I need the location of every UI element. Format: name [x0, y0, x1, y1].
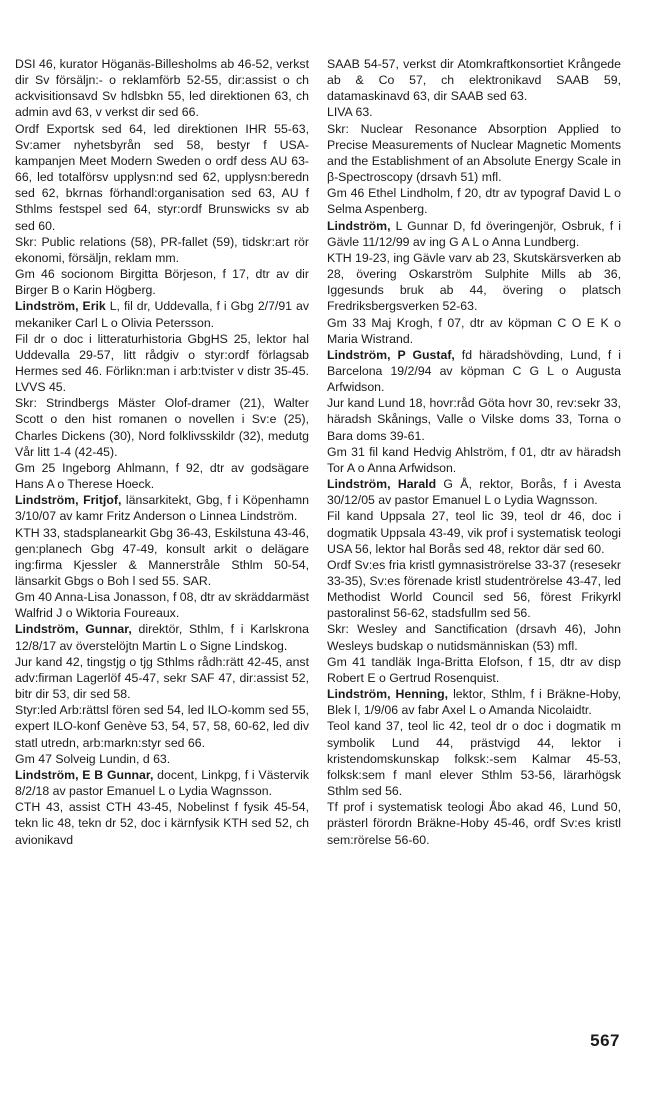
person-name: Lindström, Henning,	[327, 687, 449, 702]
right-column	[327, 56, 621, 848]
paragraph-text: CTH 43, assist CTH 43-45, Nobelinst f fysik 45-54, tekn lic 48, tekn dr 52, doc i kärnfysik KTH sed 52, ch avionikavd	[15, 800, 309, 847]
paragraph-text: Jur kand Lund 18, hovr:råd Göta hovr 30, rev:sekr 33, häradsh Skånings, Valle o Vilske doms 33, Torna o Bara doms 39-61.	[327, 396, 621, 443]
paragraph-text: Skr: Wesley and Sanctification (drsavh 46), John Wesleys budskap o nutidsmänniskan (53) mfl.	[327, 622, 621, 653]
biography-paragraph	[15, 56, 309, 121]
person-name: Lindström, Erik	[15, 299, 106, 314]
paragraph-text: fd häradshövding, Lund, f i Barcelona 19/2/94 av köpman C G L o Augusta Arfwidson.	[327, 347, 621, 395]
biography-entry-heading	[327, 218, 621, 250]
biography-entry-heading	[327, 476, 621, 508]
biography-paragraph	[15, 525, 309, 590]
paragraph-text: LIVA 63.	[327, 105, 373, 120]
biography-entry-heading	[15, 621, 309, 653]
biography-paragraph	[327, 557, 621, 622]
paragraph-text: Gm 25 Ingeborg Ahlmann, f 92, dtr av godsägare Hans A o Therese Hoeck.	[15, 460, 309, 492]
paragraph-text: Ordf Sv:es fria kristl gymnasiströrelse 33-37 (resesekr 33-35), Sv:es förenade kristl studentrörelse 43-47, led Methodist World Council sed 56, förest Frikyrkl pastoralinst 56-62, stadsfullm sed 56.	[327, 557, 621, 621]
person-name: Lindström, Gunnar,	[15, 622, 132, 637]
biography-paragraph	[15, 234, 309, 266]
biography-paragraph	[327, 56, 621, 104]
biography-paragraph	[327, 121, 621, 186]
paragraph-text: Styr:led Arb:rättsl fören sed 54, led ILO-komm sed 55, expert ILO-konf Genève 53, 54, 57, 58, 60-62, led div statl utredn, arb:markn:styr sed 66.	[15, 703, 309, 750]
paragraph-text: Skr: Nuclear Resonance Absorption Applied to Precise Measurements of Nuclear Magnetic Moments and the Establishment of an Absolute Energy Scale in β-Spectroscopy (drsavh 51) mfl.	[327, 121, 621, 185]
biography-paragraph	[15, 331, 309, 396]
paragraph-text: Gm 40 Anna-Lisa Jonasson, f 08, dtr av skräddarmäst Walfrid J o Wiktoria Foureaux.	[15, 590, 309, 621]
paragraph-text: Gm 33 Maj Krogh, f 07, dtr av köpman C O E K o Maria Wistrand.	[327, 315, 621, 346]
paragraph-text: Gm 47 Solveig Lundin, d 63.	[15, 751, 171, 766]
biography-entry-heading	[15, 492, 309, 524]
biography-paragraph	[327, 395, 621, 443]
paragraph-text: SAAB 54-57, verkst dir Atomkraftkonsortiet Krångede ab & Co 57, ch elektronikavd SAAB 59, datamaskinavd 63, dir SAAB sed 63.	[327, 57, 621, 104]
paragraph-text: Gm 41 tandläk Inga-Britta Elofson, f 15, dtr av disp Robert E o Gertrud Rosenquist.	[327, 654, 621, 685]
paragraph-text: DSI 46, kurator Höganäs-Billesholms ab 46-52, verkst dir Sv försäljn:- o reklamförb 52-55, dir:assist o ch ackvisitionsavd Sv hdlsbkn 55, led direktionen 63, ch admin avd 63, v verkst dir sed 66.	[15, 57, 309, 120]
person-name: Lindström, E B Gunnar,	[15, 767, 154, 782]
paragraph-text: Ordf Exportsk sed 64, led direktionen IHR 55-63, Sv:amer nyhetsbyrån sed 58, bestyr f USA-kampanjen Meet Modern Sweden o ordf dess AU 63-66, led totalförsv upplysn:nd sed 62, upplysn:beredn sed 62, bkrnas förhandl:organisation sed 63, AU f Sthlms festspel sed 64, styr:ordf Brunswicks sv ab sed 60.	[15, 121, 309, 233]
paragraph-text: G Å, rektor, Borås, f i Avesta 30/12/05 av pastor Emanuel L o Lydia Wagnsson.	[327, 477, 621, 508]
paragraph-text: KTH 33, stadsplanearkit Gbg 36-43, Eskilstuna 43-46, gen:planech Gbg 47-49, konsult arkit o delägare ing:firma Kjessler & Mannerstråle Sthlm 50-54, länsarkit Gbgs o Boh l sed 55. SAR.	[15, 525, 309, 588]
paragraph-text: Gm 31 fil kand Hedvig Ahlström, f 01, dtr av häradsh Tor A o Anna Arfwidson.	[327, 444, 621, 475]
left-column	[15, 56, 309, 848]
biography-paragraph	[15, 702, 309, 750]
biography-paragraph	[327, 621, 621, 653]
person-name: Lindström, Harald	[327, 477, 437, 492]
biography-paragraph	[15, 460, 309, 492]
paragraph-text: KTH 19-23, ing Gävle varv ab 23, Skutskärsverken ab 28, övering Oskarström Sulphite Mills ab 36, Iggesunds bruk ab 44, övering o platsch Fredriksbergsverken 52-63.	[327, 250, 621, 314]
biography-paragraph	[15, 395, 309, 460]
biography-paragraph	[15, 751, 309, 767]
biography-paragraph	[15, 589, 309, 621]
biography-paragraph	[327, 508, 621, 556]
biography-paragraph	[327, 185, 621, 217]
person-name: Lindström, P Gustaf,	[327, 347, 455, 362]
biography-paragraph	[327, 654, 621, 686]
biography-paragraph	[327, 315, 621, 347]
paragraph-text: Skr: Public relations (58), PR-fallet (59), tidskr:art rör ekonomi, försäljn, reklam mm.	[15, 234, 309, 265]
biography-entry-heading	[327, 686, 621, 718]
biography-paragraph	[15, 266, 309, 298]
biography-paragraph	[327, 250, 621, 315]
paragraph-text: lektor, Sthlm, f i Bräkne-Hoby, Blek l, 1/9/06 av fabr Axel L o Amanda Nicolaidtr.	[327, 687, 622, 718]
biography-entry-heading	[327, 347, 621, 395]
biography-paragraph	[327, 104, 621, 120]
biography-paragraph	[15, 121, 309, 234]
biography-paragraph	[15, 799, 309, 847]
biography-paragraph	[327, 444, 621, 476]
paragraph-text: Gm 46 Ethel Lindholm, f 20, dtr av typograf David L o Selma Aspenberg.	[327, 186, 621, 217]
page-number: 567	[590, 1031, 620, 1050]
biography-entry-heading	[15, 767, 309, 799]
biography-paragraph	[327, 718, 621, 799]
paragraph-text: Skr: Strindbergs Mäster Olof-dramer (21), Walter Scott o den hist romanen o novellen i Sv:e (25), Charles Dickens (30), Nord folklivsskildr (32), medutg Vår litt 1-4 (42-45).	[15, 396, 309, 459]
paragraph-text: docent, Linkpg, f i Västervik 8/2/18 av pastor Emanuel L o Lydia Wagnsson.	[15, 767, 309, 799]
paragraph-text: L Gunnar D, fd överingenjör, Osbruk, f i Gävle 11/12/99 av ing G A L o Anna Lundberg.	[327, 218, 621, 249]
biography-paragraph	[15, 654, 309, 702]
paragraph-text: L, fil dr, Uddevalla, f i Gbg 2/7/91 av mekaniker Carl L o Olivia Petersson.	[15, 299, 309, 330]
paragraph-text: Fil kand Uppsala 27, teol lic 39, teol dr 46, doc i dogmatik Uppsala 43-49, vik prof i systematisk teologi USA 56, lektor hal Borås sed 48, rektor där sed 60.	[327, 509, 621, 556]
paragraph-text: Teol kand 37, teol lic 42, teol dr o doc i dogmatik m symbolik Lund 44, prästvigd 44, lektor i kristendomskunskap folksk:-sem Kalmar 45-53, folksk:sem f manl elever Sthlm 53-56, lärarhögsk Sthlm sed 56.	[327, 719, 621, 799]
person-name: Lindström,	[327, 218, 391, 233]
paragraph-text: Tf prof i systematisk teologi Åbo akad 46, Lund 50, prästerl förordn Bräkne-Hoby 45-46, ordf Sv:es kristl sem:rörelse 56-60.	[327, 800, 621, 847]
paragraph-text: Jur kand 42, tingstjg o tjg Sthlms rådh:rätt 42-45, anst adv:firman Lagerlöf 45-47, sekr SAF 47, dir:assist 52, bitr dir 53, dir sed 58.	[15, 654, 309, 702]
paragraph-text: Gm 46 socionom Birgitta Börjeson, f 17, dtr av dir Birger B o Karin Högberg.	[15, 267, 309, 298]
biography-paragraph	[327, 799, 621, 847]
biography-entry-heading	[15, 298, 309, 330]
paragraph-text: Fil dr o doc i litteraturhistoria GbgHS 25, lektor hal Uddevalla 29-57, litt rådgiv o styr:ordf förlagsab Hermes sed 46. Förlikn:man i arb:tvister v distr 35-45. LVVS 45.	[15, 331, 309, 395]
person-name: Lindström, Fritjof,	[15, 493, 122, 508]
paragraph-text: länsarkitekt, Gbg, f i Köpenhamn 3/10/07 av kamr Fritz Anderson o Linnea Lindström.	[15, 493, 309, 524]
paragraph-text: direktör, Sthlm, f i Karlskrona 12/8/17 av överstelöjtn Martin L o Signe Lindskog.	[15, 622, 309, 653]
